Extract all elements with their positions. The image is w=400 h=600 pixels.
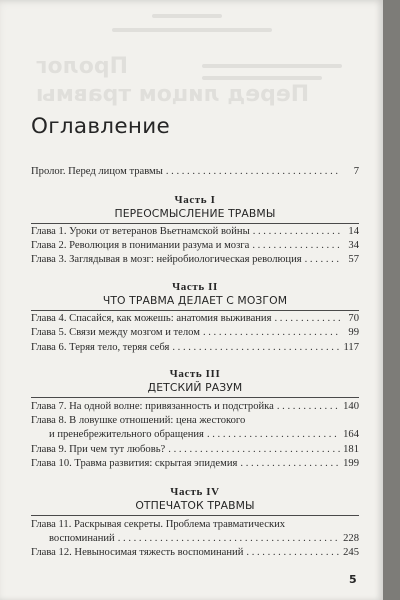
page-number: 181: [343, 444, 359, 455]
part-2-label: Часть II: [172, 281, 218, 293]
toc-entry-chapter-9[interactable]: [31, 443, 359, 457]
entry-title-continuation: воспоминаний: [49, 533, 115, 544]
toc-entry-prologue[interactable]: [31, 165, 359, 179]
toc-entry-chapter-10[interactable]: [31, 457, 359, 471]
part-3-rule: [31, 397, 359, 398]
entry-title: Глава 8. В ловушке отношений: цена жестокого: [31, 415, 246, 426]
page-number: 117: [343, 342, 359, 353]
entry-title: Глава 10. Травма развития: скрытая эпидемия: [31, 458, 238, 469]
page-number: 7: [353, 166, 359, 177]
page-number: 140: [343, 401, 359, 412]
entry-title: Глава 9. При чем тут любовь?: [31, 444, 166, 455]
bleed-word-prologue: Пролог: [36, 54, 128, 79]
toc-entry-chapter-12[interactable]: [31, 546, 359, 560]
toc-entry-chapter-3[interactable]: [31, 253, 359, 267]
leader-dots: [253, 225, 340, 239]
entry-title: Глава 6. Теряя тело, теряя себя: [31, 342, 170, 353]
leader-dots: [277, 400, 340, 414]
page-number: 199: [343, 458, 359, 469]
toc-entry-chapter-4[interactable]: [31, 312, 359, 326]
part-1-rule: [31, 223, 359, 224]
bleed-word-subtitle: Перед лицом травмы: [36, 82, 310, 107]
page-number: 164: [343, 429, 359, 440]
entry-title: Пролог. Перед лицом травмы: [31, 166, 163, 177]
leader-dots: [207, 428, 340, 442]
part-4-rule: [31, 515, 359, 516]
part-2-rule: [31, 310, 359, 311]
leader-dots: [305, 253, 340, 267]
part-3-label: Часть III: [169, 368, 221, 380]
entry-title: Глава 3. Заглядывая в мозг: нейробиологическая революция: [31, 254, 302, 265]
leader-dots: [166, 165, 340, 179]
part-1-label: Часть I: [174, 194, 216, 206]
entry-title: Глава 5. Связи между мозгом и телом: [31, 327, 200, 338]
page-number: 14: [348, 226, 359, 237]
page-number: 245: [343, 547, 359, 558]
toc-entry-chapter-8-continued[interactable]: [31, 428, 359, 442]
entry-title: Глава 12. Невыносимая тяжесть воспоминаний: [31, 547, 244, 558]
page-number: 70: [348, 313, 359, 324]
entry-title: Глава 1. Уроки от ветеранов Вьетнамской войны: [31, 226, 250, 237]
leader-dots: [246, 546, 340, 560]
leader-dots: [172, 341, 340, 355]
page-number: 34: [348, 240, 359, 251]
entry-title-continuation: и пренебрежительного обращения: [49, 429, 204, 440]
toc-entry-chapter-11-continued[interactable]: [31, 532, 359, 546]
leader-dots: [274, 312, 340, 326]
table-of-contents: [31, 0, 359, 600]
entry-title: Глава 2. Революция в понимании разума и мозга: [31, 240, 250, 251]
page-number: 228: [343, 533, 359, 544]
part-4-label: Часть IV: [170, 486, 220, 498]
part-4-title: ОТПЕЧАТОК ТРАВМЫ: [135, 499, 255, 512]
entry-title: Глава 11. Раскрывая секреты. Проблема травматических: [31, 519, 286, 530]
leader-dots: [240, 457, 340, 471]
leader-dots: [118, 532, 340, 546]
toc-entry-chapter-1[interactable]: [31, 225, 359, 239]
toc-entry-chapter-8[interactable]: [31, 414, 359, 428]
page-number: 99: [348, 327, 359, 338]
toc-entry-chapter-7[interactable]: [31, 400, 359, 414]
toc-entry-chapter-2[interactable]: [31, 239, 359, 253]
leader-dots: [203, 326, 340, 340]
part-1-title: ПЕРЕОСМЫСЛЕНИЕ ТРАВМЫ: [114, 207, 276, 220]
entry-title: Глава 7. На одной волне: привязанность и подстройка: [31, 401, 274, 412]
part-2-title: ЧТО ТРАВМА ДЕЛАЕТ С МОЗГОМ: [102, 294, 288, 307]
page-folio-number: 5: [349, 573, 357, 586]
leader-dots: [168, 443, 340, 457]
entry-title: Глава 4. Спасайся, как можешь: анатомия выживания: [31, 313, 272, 324]
leader-dots: [252, 239, 340, 253]
toc-entry-chapter-6[interactable]: [31, 341, 359, 355]
page-number: 57: [348, 254, 359, 265]
toc-entry-chapter-11[interactable]: [31, 518, 359, 532]
part-3-title: ДЕТСКИЙ РАЗУМ: [147, 381, 243, 394]
page-title: Оглавление: [31, 114, 171, 139]
toc-entry-chapter-5[interactable]: [31, 326, 359, 340]
